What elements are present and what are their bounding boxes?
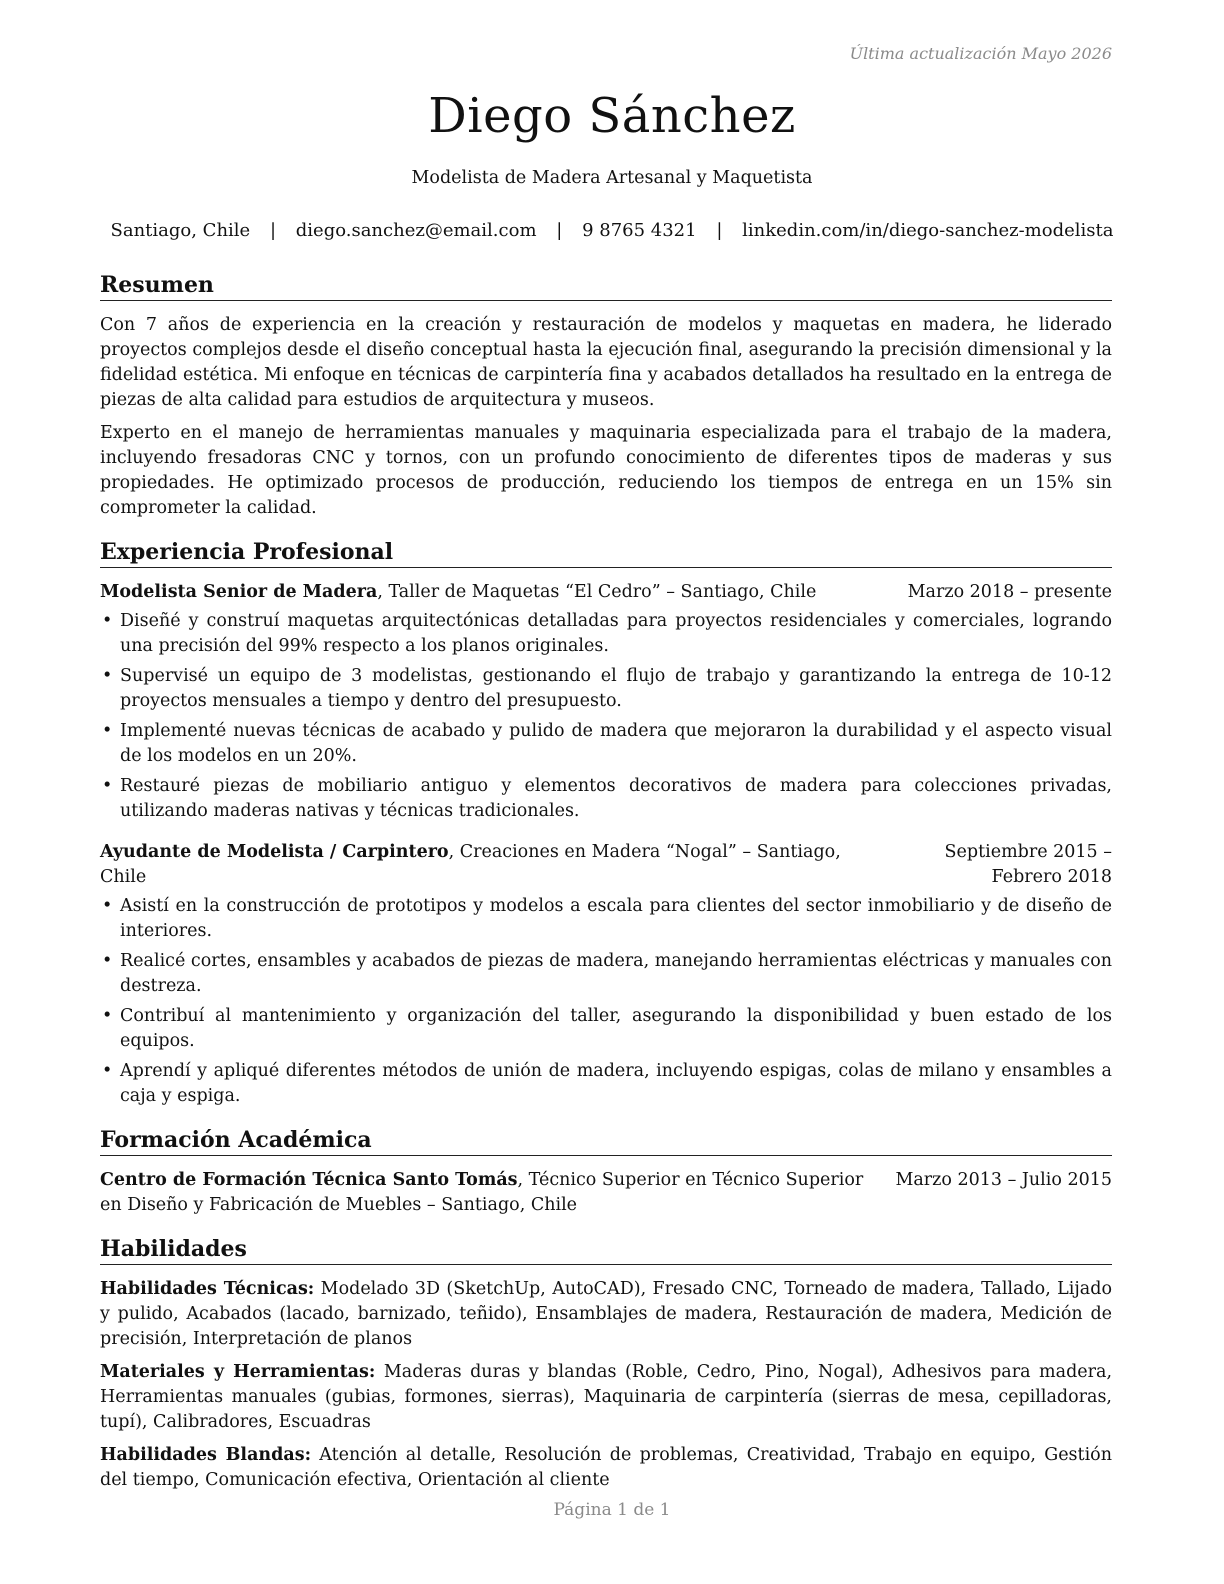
skill-text: Maderas duras y blandas (Roble, Cedro, Pino, Nogal), Adhesivos para madera, Herramientas manuales (gubias, formones, sierras), Maquinaria de carpintería (sierras de mesa, cepilladoras, tupí), Calibradores, Escuadras (100, 1362, 1113, 1432)
skill-group (100, 1277, 1112, 1352)
contact-location: Santiago, Chile (110, 220, 251, 241)
education-section (100, 1125, 1112, 1218)
education-heading (100, 1168, 875, 1218)
skill-label: Habilidades Blandas: (100, 1445, 312, 1465)
education-school: Centro de Formación Técnica Santo Tomás (100, 1170, 518, 1190)
list-item: • Asistí en la construcción de prototipos y modelos a escala para clientes del sector inmobiliario y de diseño de interiores. (100, 894, 1112, 944)
job-bullets (100, 609, 1112, 824)
section-title: Habilidades (100, 1234, 1112, 1265)
contact-separator: | (556, 220, 563, 241)
job-header (100, 840, 1112, 890)
job-header (100, 580, 1112, 605)
job-entry (100, 840, 1112, 1109)
list-item: • Restauré piezas de mobiliario antiguo y elementos decorativos de madera para colecciones privadas, utilizando maderas nativas y técnicas tradicionales. (100, 774, 1112, 824)
job-heading (100, 580, 888, 605)
candidate-name: Diego Sánchez (428, 88, 796, 144)
list-item: • Aprendí y apliqué diferentes métodos de unión de madera, incluyendo espigas, colas de milano y ensambles a caja y espiga. (100, 1059, 1112, 1109)
contact-separator: | (269, 220, 277, 241)
skill-text: Atención al detalle, Resolución de problemas, Creatividad, Trabajo en equipo, Gestión del tiempo, Comunicación efectiva, Orientación al cliente (100, 1445, 1112, 1490)
education-dates: Marzo 2013 – Julio 2015 (895, 1170, 1112, 1190)
education-entry (100, 1168, 1112, 1218)
contact-line (0, 220, 1224, 241)
section-title: Formación Académica (100, 1125, 1112, 1156)
list-item: • Contribuí al mantenimiento y organización del taller, asegurando la disponibilidad y buen estado de los equipos. (100, 1004, 1112, 1054)
page-number: Página 1 de 1 (553, 1500, 671, 1520)
candidate-title: Modelista de Madera Artesanal y Maquetista (411, 168, 813, 188)
summary-section (100, 270, 1112, 521)
skill-group (100, 1360, 1112, 1435)
skill-group (100, 1443, 1112, 1493)
contact-email[interactable]: diego.sanchez@email.com (295, 220, 537, 241)
summary-paragraph: Experto en el manejo de herramientas manuales y maquinaria especializada para el trabajo de la madera, incluyendo fresadoras CNC y tornos, con un profundo conocimiento de diferentes tipos de maderas y sus propiedades. He optimizado procesos de producción, reduciendo los tiempos de entrega en un 15% sin comprometer la calidad. (100, 423, 1112, 518)
list-item: • Realicé cortes, ensambles y acabados de piezas de madera, manejando herramientas eléctricas y manuales con destreza. (100, 949, 1112, 999)
skills-section (100, 1234, 1112, 1493)
list-item: • Diseñé y construí maquetas arquitectónicas detalladas para proyectos residenciales y comerciales, logrando una precisión del 99% respecto a los planos originales. (100, 609, 1112, 659)
summary-paragraph: Con 7 años de experiencia en la creación y restauración de modelos y maquetas en madera, he liderado proyectos complejos desde el diseño conceptual hasta la ejecución final, asegurando la precisión dimensional y la fidelidad estética. Mi enfoque en técnicas de carpintería fina y acabados detallados ha resultado en la entrega de piezas de alta calidad para estudios de arquitectura y museos. (100, 315, 1112, 410)
contact-separator: | (716, 220, 723, 241)
job-entry (100, 580, 1112, 824)
skill-label: Materiales y Herramientas: (100, 1362, 376, 1382)
job-org: , Taller de Maquetas “El Cedro” – Santiago, Chile (377, 582, 817, 602)
education-detail: , Técnico Superior en Técnico Superior en Diseño y Fabricación de Muebles – Santiago, Chile (100, 1170, 864, 1215)
skill-label: Habilidades Técnicas: (100, 1279, 315, 1299)
last-updated: Última actualización Mayo 2026 (849, 44, 1112, 63)
contact-linkedin[interactable]: linkedin.com/in/diego-sanchez-modelista (742, 220, 1114, 241)
job-role: Ayudante de Modelista / Carpintero (100, 842, 449, 862)
contact-phone[interactable]: 9 8765 4321 (582, 220, 697, 241)
list-item: • Supervisé un equipo de 3 modelistas, gestionando el flujo de trabajo y garantizando la entrega de 10-12 proyectos mensuales a tiempo y dentro del presupuesto. (100, 664, 1112, 714)
resume-content (100, 270, 1112, 1501)
experience-section (100, 537, 1112, 1109)
job-heading (100, 840, 852, 890)
list-item: • Implementé nuevas técnicas de acabado y pulido de madera que mejoraron la durabilidad y el aspecto visual de los modelos en un 20%. (100, 719, 1112, 769)
job-org: , Creaciones en Madera “Nogal” – Santiago, Chile (100, 842, 841, 887)
job-dates: Septiembre 2015 – Febrero 2018 (944, 842, 1112, 887)
skill-text: Modelado 3D (SketchUp, AutoCAD), Fresado CNC, Torneado de madera, Tallado, Lijado y pulido, Acabados (lacado, barnizado, teñido), Ensamblajes de madera, Restauración de madera, Medición de precisión, Interpretación de planos (100, 1279, 1112, 1349)
section-title: Experiencia Profesional (100, 537, 1112, 568)
section-title: Resumen (100, 270, 1112, 301)
job-bullets (100, 894, 1112, 1109)
job-dates: Marzo 2018 – presente (907, 582, 1112, 602)
job-role: Modelista Senior de Madera (100, 582, 378, 602)
